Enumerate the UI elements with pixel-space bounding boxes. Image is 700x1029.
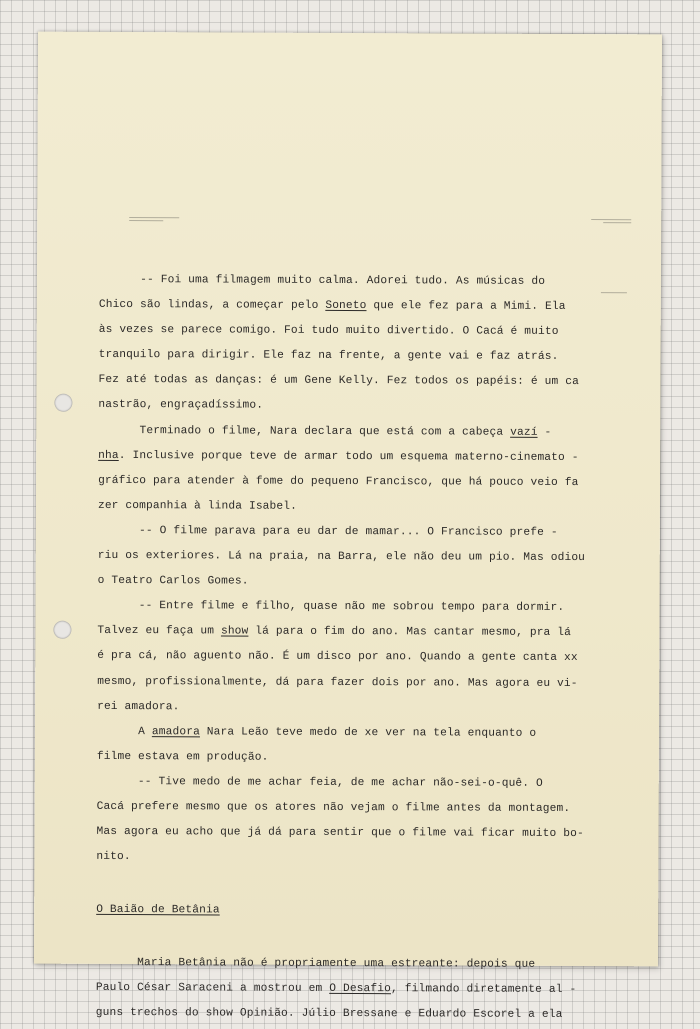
- text-line: [97, 745, 657, 773]
- text-run: tranquilo para dirigir. Ele faz na frente, a gente vai e faz atrás.: [98, 349, 559, 364]
- text-line: [96, 845, 656, 873]
- margin-mark: [603, 222, 631, 223]
- text-run: riu os exteriores. Lá na praia, na Barra, ele não deu um pio. Mas odiou: [97, 549, 586, 565]
- underlined-title: Soneto: [325, 299, 367, 313]
- text-line: [97, 594, 657, 622]
- underlined-title: amadora: [151, 725, 200, 739]
- text-run: nito.: [96, 851, 131, 864]
- text-line: [97, 720, 657, 748]
- paragraph-block: [96, 951, 656, 1029]
- typewritten-page: [34, 32, 662, 1022]
- text-line: [96, 951, 656, 979]
- text-line: [97, 695, 657, 723]
- text-run: nastrão, engraçadíssimo.: [98, 399, 264, 413]
- text-line: [96, 820, 656, 848]
- underlined-title: nha: [98, 449, 119, 462]
- text-run: . Inclusive porque teve de armar todo um esquema materno-cinemato -: [118, 449, 579, 464]
- text-line: [96, 1001, 656, 1029]
- text-line: [98, 469, 658, 497]
- text-line: [98, 368, 658, 396]
- text-run: Paulo César Saraceni a mostrou em: [95, 982, 330, 996]
- text-line: [98, 418, 658, 446]
- paragraph-block: [96, 268, 659, 873]
- text-line: [97, 644, 657, 672]
- text-run: A: [96, 725, 152, 738]
- text-run: Maria Betânia não é propriamente uma estreante: depois que: [95, 957, 536, 972]
- text-run: mesmo, profissionalmente, dá para fazer dois por ano. Mas agora eu vi-: [97, 675, 578, 690]
- text-run: que ele fez para a Mimi. Ela: [366, 300, 566, 314]
- text-run: Cacá prefere mesmo que os atores não vejam o filme antes da montagem.: [96, 800, 571, 815]
- text-run: -- Tive medo de me achar feia, de me achar não-sei-o-quê. O: [96, 775, 543, 790]
- margin-mark: [129, 220, 163, 221]
- margin-mark: [591, 219, 631, 220]
- text-run: Mas agora eu acho que já dá para sentir que o filme vai ficar muito bo-: [96, 825, 584, 841]
- text-line: [97, 770, 657, 798]
- text-run: -- Foi uma filmagem muito calma. Adorei tudo. As músicas do: [98, 273, 546, 288]
- text-line: [98, 569, 658, 597]
- text-run: Chico são lindas, a começar pelo: [98, 299, 326, 312]
- text-line: [97, 669, 657, 697]
- text-run: -- O filme parava para eu dar de mamar... O Francisco prefe -: [97, 524, 558, 539]
- text-run: às vezes se parece comigo. Foi tudo muito divertido. O Cacá é muito: [98, 324, 559, 339]
- text-run: filme estava em produção.: [96, 750, 269, 764]
- underlined-title: O Desafio: [329, 983, 392, 996]
- text-line: [99, 343, 659, 371]
- text-run: -: [537, 426, 552, 439]
- section-heading: O Baião de Betânia: [96, 904, 220, 917]
- punch-hole: [54, 394, 72, 412]
- text-run: é pra cá, não aguento não. É um disco por ano. Quando a gente canta xx: [97, 650, 578, 665]
- text-run: o Teatro Carlos Gomes.: [97, 575, 249, 588]
- text-run: -- Entre filme e filho, quase não me sobrou tempo para dormir.: [97, 600, 565, 615]
- text-run: guns trechos do show Opinião. Júlio Bressane e Eduardo Escorel a ela: [95, 1007, 563, 1022]
- text-run: , filmando diretamente al -: [390, 983, 577, 997]
- text-run: Talvez eu faça um: [97, 625, 221, 638]
- underlined-title: vazí: [510, 426, 538, 439]
- text-run: Fez até todas as danças: é um Gene Kelly. Fez todos os papéis: é um ca: [98, 374, 579, 389]
- text-line: [96, 976, 656, 1004]
- text-line: [99, 318, 659, 346]
- text-line: [97, 619, 657, 647]
- punch-hole: [53, 621, 71, 639]
- text-run: zer companhia à linda Isabel.: [97, 499, 298, 513]
- text-run: rei amadora.: [97, 700, 180, 713]
- text-line: [98, 494, 658, 522]
- text-line: [98, 444, 658, 472]
- text-run: Terminado o filme, Nara declara que está com a cabeça: [98, 424, 511, 439]
- text-run: lá para o fim do ano. Mas cantar mesmo, pra lá: [248, 625, 572, 640]
- underlined-title: show: [220, 625, 249, 638]
- text-line: [98, 544, 658, 572]
- body-text: [96, 268, 659, 1029]
- text-line: [99, 268, 659, 296]
- text-line: [99, 293, 659, 321]
- margin-mark: [129, 217, 179, 218]
- text-line: [98, 393, 658, 421]
- text-run: gráfico para atender à fome do pequeno Francisco, que há pouco veio fa: [98, 474, 579, 489]
- text-line: [98, 519, 658, 547]
- text-run: Nara Leão teve medo de xe ver na tela enquanto o: [199, 726, 537, 740]
- text-line: [97, 795, 657, 823]
